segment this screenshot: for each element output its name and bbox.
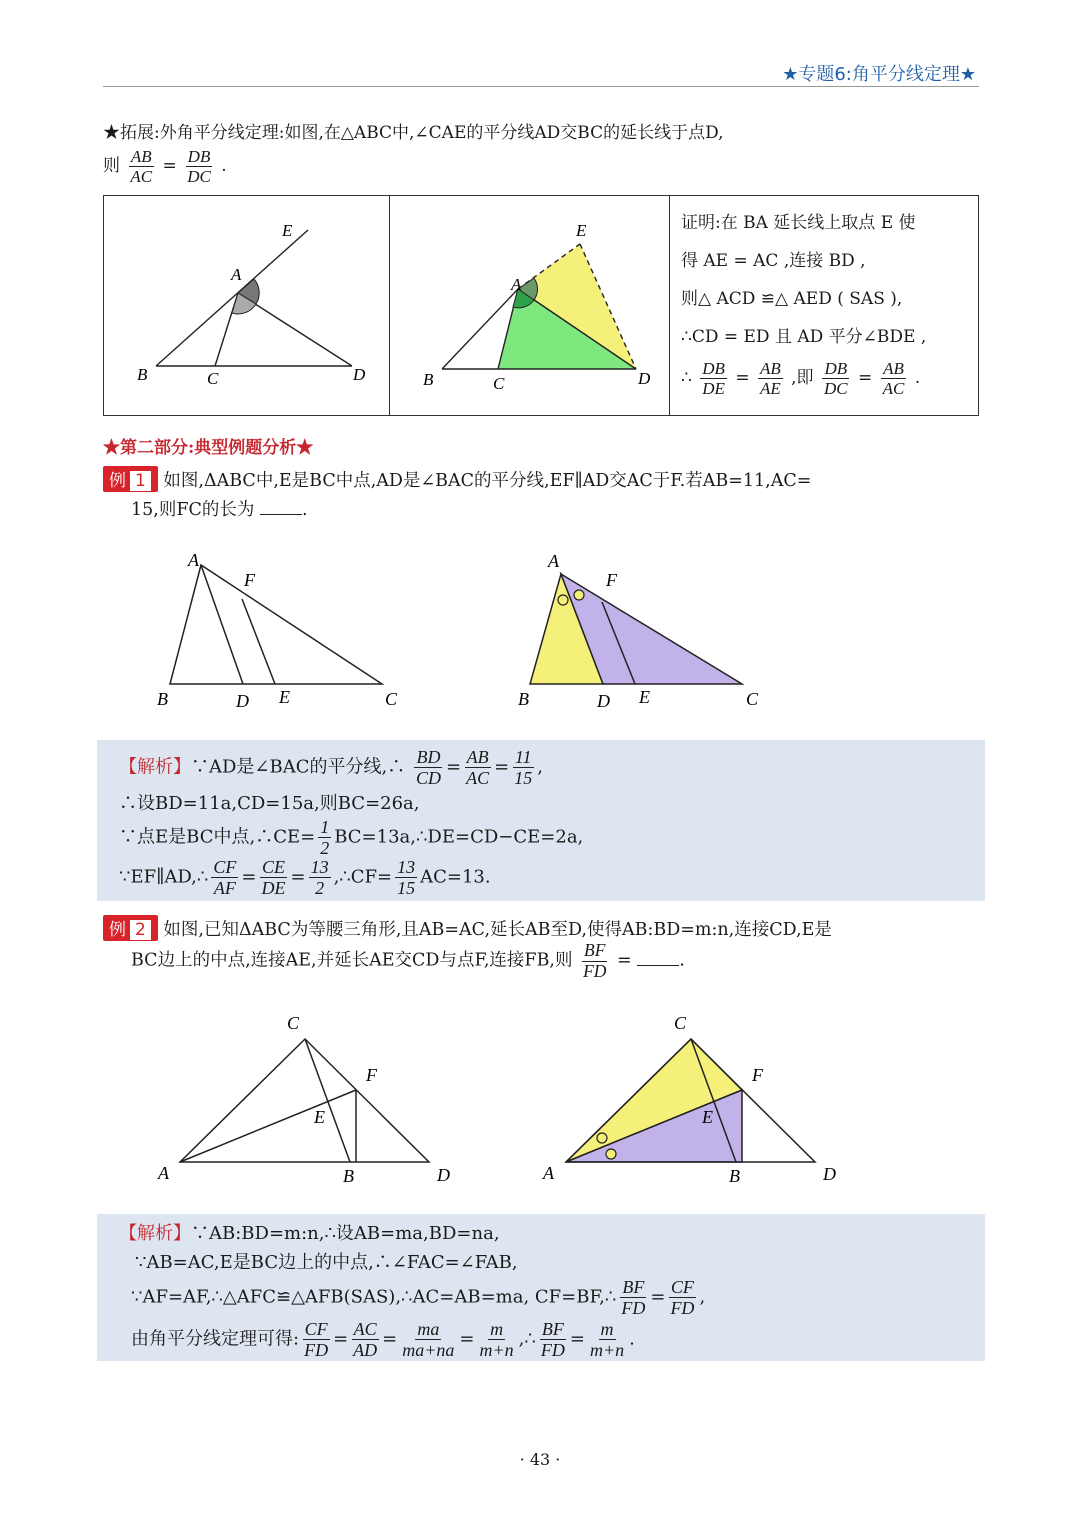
frac-num: DB	[824, 359, 848, 378]
solution-text: ,	[537, 756, 543, 778]
extension-formula	[103, 148, 227, 185]
table-divider	[669, 196, 670, 415]
frac-num: AC	[353, 1319, 377, 1339]
solution-line: ∵AB=AC,E是BC边上的中点,∴∠FAC=∠FAB,	[135, 1252, 518, 1273]
statement-line: 如图,ΔABC中,E是BC中点,AD是∠BAC的平分线,EF∥AD交AC于F.若AB=11,AC=	[163, 471, 812, 491]
point-label: B	[137, 365, 148, 384]
example-2-solution	[97, 1214, 985, 1361]
frac-num: BF	[584, 940, 606, 960]
solution-line	[119, 858, 491, 897]
frac-den: AE	[759, 379, 781, 398]
frac-den: 15	[514, 768, 533, 788]
frac-num: CF	[213, 857, 237, 877]
example-2-statement	[103, 915, 832, 941]
page-number: · 43 ·	[519, 1450, 561, 1469]
statement-line: 15,则FC的长为	[131, 500, 255, 520]
example-tag	[103, 915, 158, 941]
proof-line: 得 AE = AC ,连接 BD ,	[681, 251, 866, 271]
point-label: E	[576, 221, 587, 240]
frac-num: AB	[759, 359, 781, 378]
frac-num: CF	[304, 1319, 328, 1339]
tag-number: 1	[129, 470, 152, 492]
proof-text	[681, 204, 926, 397]
point-label: A	[511, 275, 522, 294]
point-label: A	[231, 265, 242, 284]
point-label: E	[702, 1107, 713, 1127]
equals-sign: =	[162, 156, 177, 176]
answer-blank	[260, 498, 302, 515]
equals-sign: =	[569, 1328, 585, 1350]
equals-sign: =	[494, 756, 510, 778]
point-label: C	[385, 689, 398, 709]
solution-text: ∵AB:BD=m:n,∴设AB=ma,BD=na,	[191, 1223, 500, 1244]
frac-num: m	[600, 1319, 614, 1339]
solution-line	[119, 748, 543, 787]
proof-line: 证明:在 BA 延长线上取点 E 使	[681, 213, 916, 233]
extension-statement: ★拓展:外角平分线定理:如图,在△ABC中,∠CAE的平分线AD交BC的延长线于点D,	[103, 123, 724, 143]
tag-text: 例	[109, 471, 126, 491]
point-label: F	[606, 570, 617, 590]
frac-den: FD	[621, 1298, 646, 1318]
frac-den: FD	[583, 960, 607, 981]
equals-sign: =	[735, 368, 750, 388]
frac-den: FD	[540, 1340, 565, 1360]
point-label: C	[674, 1013, 687, 1033]
point-label: B	[157, 689, 168, 709]
solution-text: ,∴	[518, 1328, 536, 1350]
frac-den: FD	[304, 1340, 329, 1360]
point-label: C	[207, 369, 219, 388]
point-label: D	[353, 365, 366, 384]
solution-text: .	[629, 1328, 635, 1350]
solution-line	[131, 1320, 635, 1359]
example-2-statement-line2	[131, 942, 685, 980]
solution-text: ,∴CF=	[333, 866, 393, 888]
frac-den: 2	[315, 878, 325, 898]
point-label: D	[823, 1164, 836, 1184]
point-label: F	[366, 1065, 377, 1085]
frac-den: FD	[670, 1298, 695, 1318]
frac-den: DC	[823, 379, 848, 398]
period: .	[221, 156, 227, 176]
equals-sign: =	[382, 1328, 398, 1350]
point-label: A	[543, 1163, 554, 1183]
solution-line: ∴设BD=11a,CD=15a,则BC=26a,	[119, 793, 420, 814]
point-label: A	[548, 551, 559, 571]
point-label: A	[158, 1163, 169, 1183]
solution-text: ∵AF=AF,∴△AFC≌△AFB(SAS),∴AC=AB=ma, CF=BF,∴	[131, 1286, 617, 1308]
point-label: E	[282, 221, 293, 240]
frac-num: BD	[416, 747, 441, 767]
point-label: F	[752, 1065, 763, 1085]
proof-line: ∴CD = ED 且 AD 平分∠BDE ,	[681, 327, 927, 347]
solution-head: 【解析】	[119, 756, 191, 778]
frac-den: DE	[702, 379, 725, 398]
solution-head: 【解析】	[119, 1223, 191, 1244]
solution-line	[119, 1219, 500, 1245]
solution-text: ∵AD是∠BAC的平分线,∴	[191, 756, 406, 778]
frac-num: ma	[417, 1319, 440, 1339]
point-label: C	[493, 374, 505, 393]
frac-den: 2	[320, 838, 330, 858]
point-label: B	[343, 1166, 354, 1186]
frac-num: DB	[702, 359, 725, 378]
example-tag	[103, 466, 158, 492]
point-label: B	[729, 1166, 740, 1186]
exterior-bisector-figure-1	[104, 196, 389, 415]
frac-den: AD	[353, 1340, 378, 1360]
solution-text: BC=13a,∴DE=CD−CE=2a,	[334, 826, 584, 848]
frac-den: m+n	[479, 1340, 514, 1360]
point-label: F	[244, 570, 255, 590]
frac-den: 15	[397, 878, 416, 898]
frac-den: AC	[130, 167, 153, 186]
example-2-figure-a	[150, 1008, 470, 1193]
point-label: D	[437, 1165, 450, 1185]
frac-num: m	[490, 1319, 504, 1339]
frac-den: DC	[187, 167, 211, 186]
solution-text: AC=13.	[420, 866, 491, 888]
period: .	[301, 500, 308, 520]
example-1-figure-b	[500, 545, 780, 715]
solution-text: 由角平分线定理可得:	[131, 1328, 300, 1350]
frac-num: DB	[187, 147, 211, 166]
point-label: D	[597, 691, 610, 711]
solution-text: ,	[699, 1286, 706, 1308]
frac-den: DE	[261, 878, 286, 898]
equals-sign: =	[241, 866, 257, 888]
section-title: ★第二部分:典型例题分析★	[103, 438, 314, 458]
equals-sign: =	[616, 950, 632, 971]
equals-sign: =	[650, 1286, 666, 1308]
point-label: D	[236, 691, 249, 711]
solution-text: ∵EF∥AD,∴	[119, 866, 209, 888]
point-label: B	[423, 370, 434, 389]
answer-blank	[637, 949, 679, 966]
frac-num: AB	[883, 359, 904, 378]
frac-num: 13	[397, 857, 416, 877]
point-label: E	[639, 687, 650, 707]
extension-figure-table	[103, 195, 979, 416]
proof-conclusion	[681, 360, 926, 397]
equals-sign: =	[333, 1328, 349, 1350]
frac-num: CE	[261, 857, 285, 877]
solution-text: ∵点E是BC中点,∴CE=	[119, 826, 316, 848]
therefore-symbol: ∴	[681, 368, 692, 388]
statement-line: BC边上的中点,连接AE,并延长AE交CD与点F,连接FB,则	[131, 950, 573, 971]
equals-sign: =	[459, 1328, 475, 1350]
point-label: C	[746, 689, 759, 709]
header-rule	[103, 86, 979, 87]
then-text: 则	[103, 156, 120, 176]
exterior-bisector-figure-2	[390, 196, 669, 415]
frac-num: BF	[541, 1319, 564, 1339]
frac-den: AF	[213, 878, 236, 898]
frac-den: CD	[415, 768, 441, 788]
example-2-figure-b	[536, 1008, 856, 1193]
solution-line	[131, 1278, 705, 1317]
frac-num: 11	[514, 747, 532, 767]
frac-den: m+n	[589, 1340, 625, 1360]
point-label: C	[287, 1013, 300, 1033]
point-label: D	[638, 369, 651, 388]
point-label: B	[518, 689, 529, 709]
equals-sign: =	[445, 756, 462, 778]
solution-line	[119, 818, 583, 857]
frac-num: BF	[622, 1277, 645, 1297]
example-1-statement	[103, 466, 811, 492]
statement-line: 如图,已知ΔABC为等腰三角形,且AB=AC,延长AB至D,使得AB:BD=m:n,连接CD,E是	[163, 920, 832, 940]
frac-num: AB	[130, 147, 152, 166]
example-1-statement-line2	[131, 496, 308, 521]
frac-num: 1	[320, 817, 330, 837]
frac-den: ma+na	[402, 1340, 455, 1360]
equals-sign: =	[858, 368, 873, 388]
frac-num: CF	[670, 1277, 694, 1297]
frac-den: AC	[882, 379, 905, 398]
point-label: E	[279, 687, 290, 707]
equals-sign: =	[290, 866, 306, 888]
tag-number: 2	[129, 919, 152, 941]
page-header-title: ★专题6:角平分线定理★	[782, 64, 976, 85]
example-1-solution	[97, 740, 985, 901]
connective-text: ,即	[791, 368, 814, 388]
frac-num: 13	[310, 857, 329, 877]
proof-line: 则△ ACD ≌△ AED ( SAS ),	[681, 289, 903, 309]
frac-num: AB	[466, 747, 489, 767]
period: .	[679, 950, 685, 971]
point-label: A	[188, 550, 199, 570]
tag-text: 例	[109, 920, 126, 940]
period: .	[914, 368, 921, 388]
example-1-figure-a	[140, 545, 420, 715]
point-label: E	[314, 1107, 325, 1127]
frac-den: AC	[466, 768, 490, 788]
